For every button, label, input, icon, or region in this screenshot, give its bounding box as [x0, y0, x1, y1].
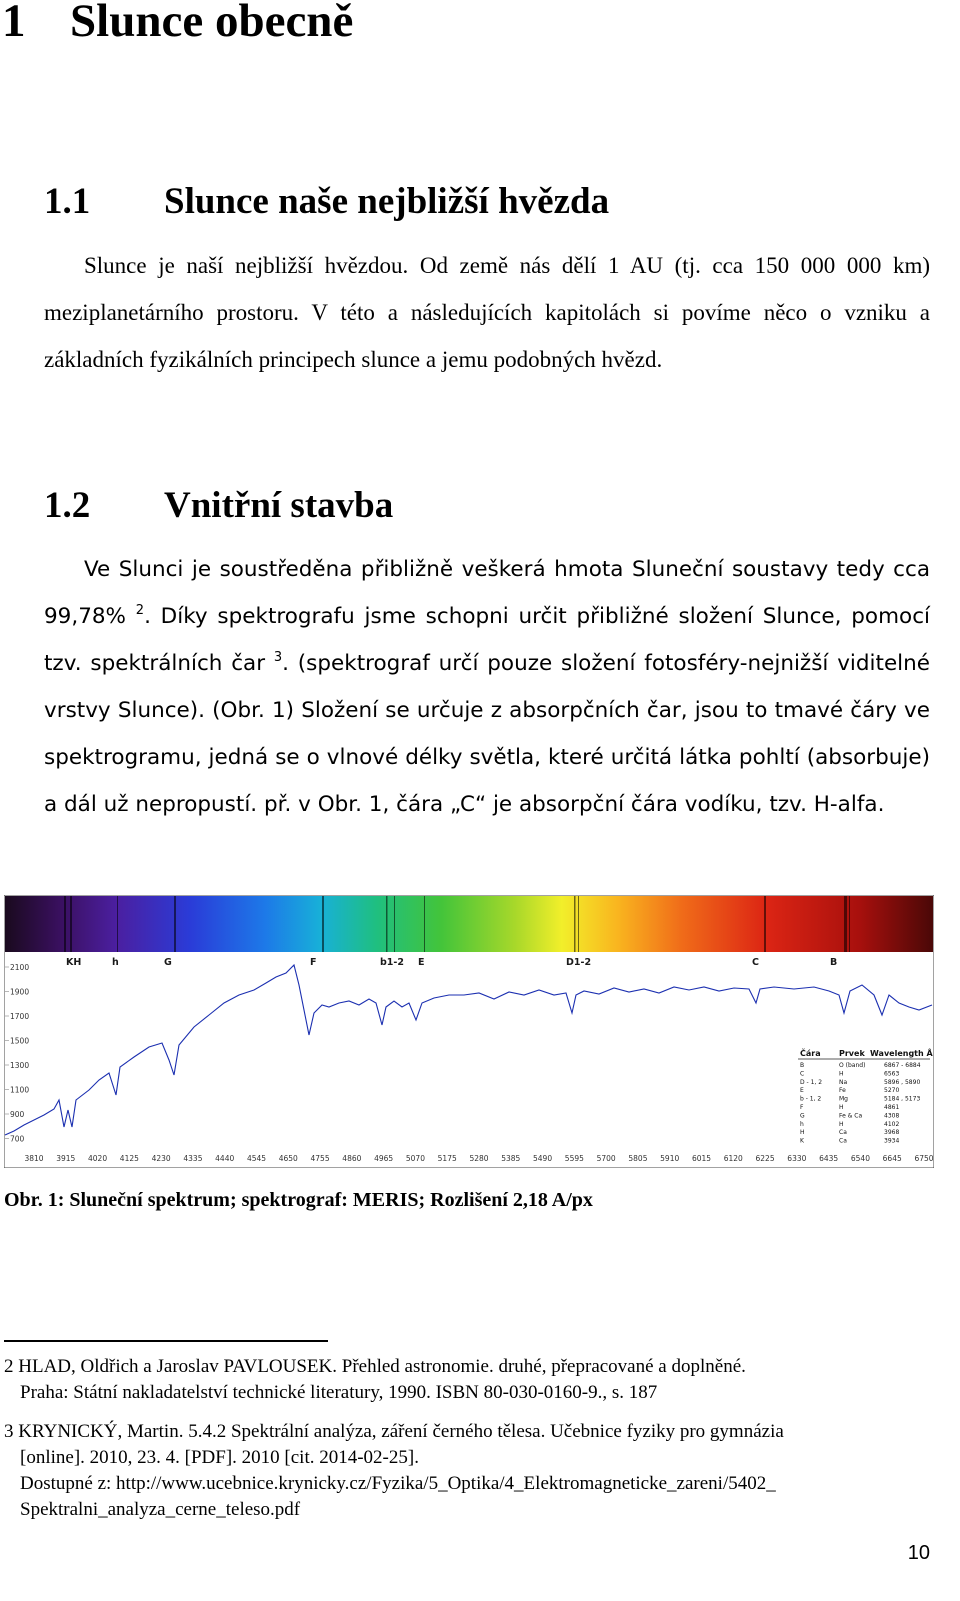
table-cell: 5184 , 5173 [884, 1095, 921, 1103]
table-cell: 3968 [884, 1129, 900, 1137]
spectral-line-label: F [310, 957, 317, 968]
x-tick-label: 3915 [56, 1154, 76, 1163]
table-cell: 4308 [884, 1112, 900, 1120]
table-cell: K [800, 1137, 804, 1145]
table-cell: 5896 , 5890 [884, 1078, 921, 1086]
x-tick-label: 5805 [628, 1154, 648, 1163]
table-cell: Ca [839, 1137, 847, 1145]
table-cell: b - 1, 2 [800, 1095, 822, 1103]
spectral-line-label: KH [66, 957, 82, 968]
x-tick-label: 6435 [819, 1154, 839, 1163]
table-header: Wavelength Å [870, 1049, 933, 1058]
y-tick-label: 1300 [10, 1061, 30, 1070]
table-cell: D - 1, 2 [800, 1078, 823, 1086]
section-number: 1.2 [44, 485, 91, 526]
spectral-line-label: b1-2 [380, 957, 404, 968]
x-tick-label: 6225 [755, 1154, 775, 1163]
table-header: Prvek [839, 1049, 865, 1058]
table-cell: Fe [839, 1087, 846, 1095]
x-tick-label: 5280 [469, 1154, 489, 1163]
table-cell: H [839, 1070, 844, 1078]
solar-spectrum-figure [4, 895, 934, 1168]
x-tick-label: 5490 [533, 1154, 553, 1163]
y-tick-label: 1700 [10, 1012, 30, 1021]
spectral-line-label: B [830, 957, 838, 968]
table-cell: Na [839, 1078, 848, 1086]
section-1-2-paragraph: Ve Slunci je soustředěna přibližně veškerá hmota Sluneční soustavy tedy cca 99,78% $^2$. Díky spektrografu jsme schopni určit přibližné složení Slunce, pomocí tzv. spektrálních čar $^3$. (spektrograf určí pouze složení fotosféry-nejnižší viditelné vrstvy Slunce). (Obr. 1) Složení se určuje z absorpčních čar, jsou to tmavé čáry ve spektrogramu, jedná se o vlnové délky světla, které určitá látka pohltí (absorbuje) a dál už nepropustí. př. v Obr. 1, čára „C“ je absorpční čára vodíku, tzv. H-alfa. [44, 557, 930, 817]
table-cell: H [839, 1104, 844, 1111]
table-cell: Ca [839, 1129, 847, 1137]
chapter-heading [2, 0, 353, 48]
figure-caption: Obr. 1: Sluneční spektrum; spektrograf: MERIS; Rozlišení 2,18 A/px [4, 1189, 593, 1211]
y-tick-label: 900 [10, 1110, 25, 1119]
x-tick-label: 4335 [183, 1154, 203, 1163]
y-tick-label: 1100 [10, 1085, 30, 1095]
table-cell: 5270 [884, 1087, 900, 1095]
table-cell: 4102 [884, 1120, 900, 1128]
footnote-divider [4, 1340, 328, 1342]
table-header: Čára [800, 1049, 821, 1058]
x-tick-label: 4230 [151, 1154, 171, 1163]
table-cell: H [839, 1120, 844, 1128]
x-tick-label: 5385 [501, 1154, 521, 1163]
section-title: Vnitřní stavba [164, 485, 394, 526]
x-tick-label: 6540 [850, 1154, 870, 1163]
x-tick-label: 6645 [882, 1154, 902, 1163]
x-tick-label: 6330 [787, 1154, 807, 1163]
x-tick-label: 4965 [374, 1154, 394, 1163]
spectral-line-label: E [418, 957, 425, 968]
x-tick-label: 4440 [215, 1154, 235, 1163]
table-cell: 3934 [884, 1137, 900, 1145]
x-tick-label: 4020 [88, 1154, 108, 1163]
x-tick-label: 6015 [691, 1154, 712, 1163]
x-tick-label: 5910 [660, 1154, 680, 1163]
spectral-line-label: D1-2 [566, 957, 592, 968]
section-title: Slunce naše nejbližší hvězda [164, 181, 610, 222]
table-cell: 6563 [884, 1070, 900, 1078]
chapter-title: Slunce obecně [70, 0, 354, 47]
table-cell: G [800, 1112, 805, 1120]
table-cell: Mg [839, 1095, 848, 1103]
table-cell: H [800, 1129, 805, 1137]
y-tick-label: 2100 [10, 963, 30, 972]
section-number: 1.1 [44, 181, 91, 222]
x-tick-label: 4545 [246, 1154, 267, 1163]
x-tick-label: 4755 [310, 1154, 330, 1163]
x-tick-label: 5070 [405, 1154, 425, 1163]
x-tick-label: 3810 [24, 1154, 44, 1163]
y-tick-label: 1900 [10, 987, 30, 997]
table-cell: O (band) [839, 1062, 866, 1069]
table-cell: F [800, 1104, 804, 1111]
footnote-2: 2 HLAD, Oldřich a Jaroslav PAVLOUSEK. Přehled astronomie. druhé, přepracované a doplněné. Praha: Státní nakladatelství technické literatury, 1990. ISBN 80-030-0160-9., s. 187 [4, 1356, 746, 1403]
footnote-ref-3[interactable]: 3 [273, 650, 283, 665]
page-number: 10 [907, 1542, 930, 1564]
spectral-line-label: G [164, 957, 172, 968]
spectrum-color-band [5, 896, 933, 952]
footnote-link[interactable]: Dostupné z: http://www.ucebnice.krynicky.cz/Fyzika/5_Optika/4_Elektromagneticke_zareni/5402_ [20, 1473, 776, 1494]
table-cell: 4861 [884, 1104, 900, 1111]
y-tick-label: 1500 [10, 1036, 30, 1046]
x-tick-label: 4125 [119, 1154, 139, 1163]
spectral-line-label: C [752, 957, 759, 968]
table-cell: h [800, 1120, 804, 1128]
x-tick-label: 5175 [437, 1154, 457, 1163]
footnote-3: 3 KRYNICKÝ, Martin. 5.4.2 Spektrální analýza, záření černého tělesa. Učebnice fyziky pro gymnázia [online]. 2010, 23. 4. [PDF]. 2010 [cit. 2014-02-25]. Dostupné z: http://www.ucebnice.krynicky.cz/Fyzika/5_Optika/4_Elektromagneticke_zareni/5402_ Spektralni_analyza_cerne_teleso.pdf [4, 1419, 934, 1523]
x-tick-label: 5595 [564, 1154, 584, 1163]
table-cell: Fe & Ca [839, 1112, 863, 1120]
y-tick-label: 700 [10, 1134, 25, 1144]
x-tick-label: 4650 [278, 1154, 298, 1163]
section-1-1-paragraph: Slunce je naší nejbližší hvězdou. Od země nás dělí 1 AU (tj. cca 150 000 000 km) meziplanetárního prostoru. V této a následujících kapitolách si povíme něco o vzniku a základních fyzikálních principech slunce a jemu podobných hvězd. [44, 253, 930, 372]
chapter-number: 1 [2, 0, 26, 47]
table-cell: B [800, 1062, 805, 1069]
x-tick-label: 5700 [596, 1154, 616, 1163]
x-tick-label: 6750 [914, 1154, 934, 1163]
footnote-ref-2[interactable]: 2 [135, 603, 145, 618]
table-cell: 6867 - 6884 [884, 1062, 921, 1069]
x-tick-label: 6120 [723, 1154, 743, 1163]
table-cell: C [800, 1070, 805, 1078]
spectral-line-label: h [112, 957, 119, 968]
x-tick-label: 4860 [342, 1154, 362, 1163]
table-cell: E [800, 1087, 804, 1095]
